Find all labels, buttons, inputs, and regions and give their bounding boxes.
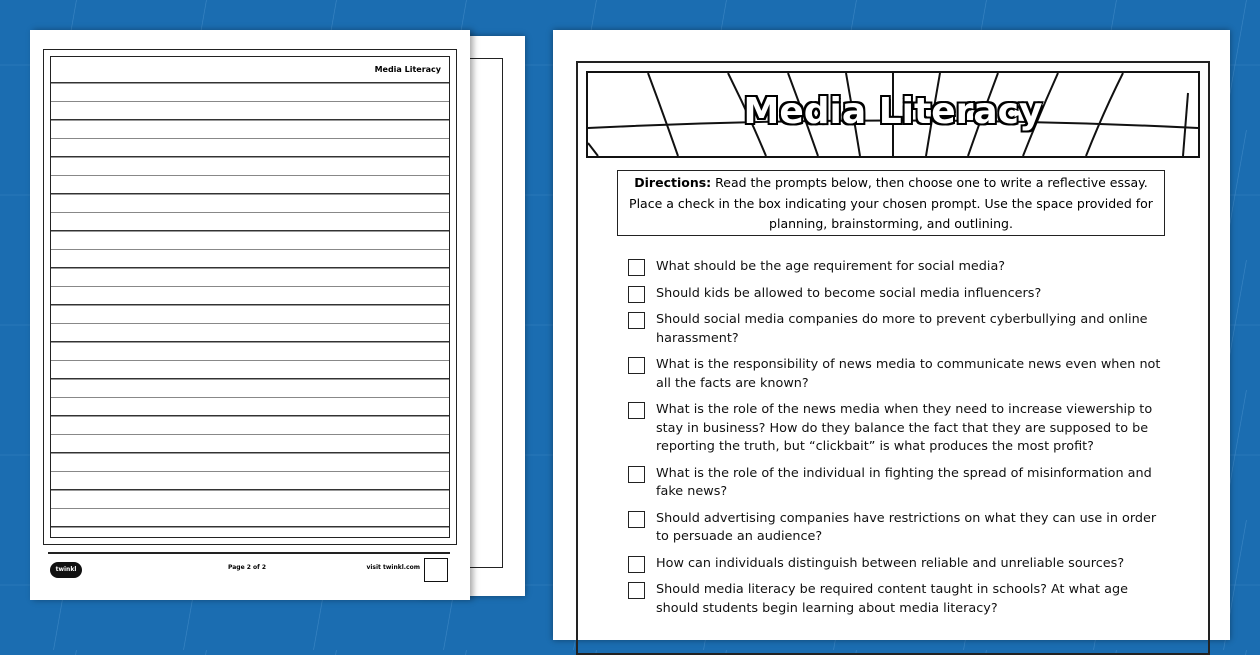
prompt-checkbox[interactable] [628,286,645,303]
page-title: Media Literacy [743,91,1043,132]
lined-page [30,30,470,600]
prompt-item [628,581,1168,618]
prompt-text: What is the responsibility of news media to communicate news even when not all the facts are known? [656,357,1161,391]
title-banner [586,71,1200,158]
prompt-item [628,401,1168,457]
prompt-checkbox[interactable] [628,466,645,483]
prompt-checkbox[interactable] [628,312,645,329]
prompt-text: Should media literacy be required content taught in schools? At what age should students begin learning about media literacy? [656,582,1128,616]
prompt-text: What is the role of the individual in fighting the spread of misinformation and fake news? [656,465,1152,499]
directions-label: Directions: [634,175,712,190]
directions-text: Read the prompts below, then choose one to write a reflective essay. Place a check in the box indicating your chosen prompt. Use the space provided for planning, brainstorming, and outlining. [629,175,1153,231]
twinkl-logo: twinkl [50,562,82,578]
prompt-text: What should be the age requirement for social media? [656,259,1006,274]
prompt-text: What is the role of the news media when they need to increase viewership to stay in business? How do they balance the fact that they are supposed to be reporting the truth, but “clickbait” is what produces the most profit? [656,402,1153,454]
page-footer [48,552,450,584]
prompt-checkbox[interactable] [628,402,645,419]
prompt-checkbox[interactable] [628,511,645,528]
prompt-checkbox[interactable] [628,259,645,276]
prompt-checkbox[interactable] [628,556,645,573]
prompt-item [628,285,1168,304]
page-border [43,49,457,545]
prompt-list [628,258,1168,626]
prompt-checkbox[interactable] [628,357,645,374]
prompt-text: How can individuals distinguish between reliable and unreliable sources? [656,555,1125,571]
prompt-text: Should kids be allowed to become social media influencers? [656,285,1042,301]
page-header: Media Literacy [374,65,441,74]
prompt-checkbox[interactable] [628,582,645,599]
visit-link: visit twinkl.com [366,564,420,571]
page-number: Page 2 of 2 [228,564,266,571]
prompt-item [628,356,1168,393]
prompt-text: Should advertising companies have restrictions on what they can use in order to persuade an audience? [656,510,1157,544]
badge-icon [424,558,448,582]
prompt-item [628,510,1168,547]
prompt-item [628,258,1168,277]
directions-box [617,170,1165,236]
prompt-text: Should social media companies do more to prevent cyberbullying and online harassment? [656,312,1148,346]
prompts-page [553,30,1230,640]
prompt-item [628,465,1168,502]
prompt-item [628,311,1168,348]
prompt-item [628,555,1168,574]
writing-lines [50,56,450,538]
